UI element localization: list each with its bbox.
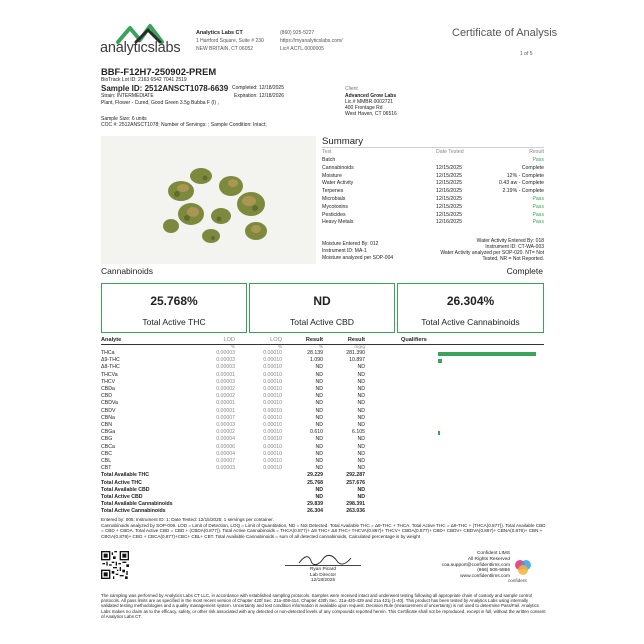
analyte-result-pct: 1.090: [310, 357, 323, 364]
summary-date: 12/15/2025: [436, 203, 462, 210]
summary-row: [322, 173, 544, 179]
analyte-name: CBNa: [101, 414, 115, 421]
unit-result-pct: %: [318, 345, 323, 350]
analyte-row: [101, 357, 544, 364]
summary-result: 2.19% - Complete: [502, 188, 544, 195]
analyte-result-mgg: ND: [357, 458, 365, 464]
analyte-result-pct: ND: [315, 371, 323, 378]
analyte-row: [101, 400, 544, 407]
analyte-lod: 0.00004: [216, 436, 235, 443]
analyte-name: Δ8-THC: [101, 364, 120, 371]
total-name: Total Available Cannabinoids: [101, 501, 173, 508]
analyte-result-mgg: ND: [357, 422, 365, 428]
analyte-result-mgg: ND: [357, 364, 365, 371]
lab-address-line-1: 1 Hartford Square, Suite # 230: [196, 38, 264, 44]
total-name: Total Active THC: [101, 479, 142, 486]
total-result-mgg: ND: [357, 486, 365, 493]
total-result-pct: ND: [315, 494, 323, 500]
summary-row: [322, 157, 544, 163]
support-phone: (866) 506-5866: [477, 568, 510, 574]
moisture-sop: Moisture analyzed per SOP-004: [322, 255, 394, 261]
lab-name: Analytics Labs CT: [196, 30, 243, 36]
analyte-lod: 0.00002: [216, 393, 235, 400]
total-row: [101, 487, 544, 494]
summary-row: [322, 165, 544, 171]
total-result-mgg: 298.391: [346, 501, 365, 508]
product-image: [101, 136, 316, 264]
summary-header-date: Date Tested: [436, 149, 464, 155]
lab-phone: (860) 925-5227: [280, 30, 315, 36]
total-row: [101, 508, 544, 515]
analyte-loq: 0.00010: [263, 429, 282, 436]
analyte-result-mgg: ND: [357, 443, 365, 450]
signer-name: Ryan Picard: [309, 567, 337, 572]
summary-result: Pass: [532, 203, 544, 210]
analyte-lod: 0.00003: [216, 364, 235, 371]
total-result-pct: ND: [315, 486, 323, 493]
summary-result: Pass: [532, 196, 544, 202]
analyte-name: CBD: [101, 393, 112, 400]
analyte-name: CBC: [101, 450, 112, 457]
header-analyte: Analyte: [101, 337, 122, 343]
analyte-result-mgg: ND: [357, 414, 365, 421]
analyte-result-pct: ND: [315, 422, 323, 428]
summary-test: Cannabinoids: [322, 164, 354, 171]
document-title: Certificate of Analysis: [452, 27, 558, 39]
analyte-name: CBL: [101, 458, 112, 464]
signer-date: 12/18/2025: [310, 578, 335, 584]
total-name: Total Available THC: [101, 472, 149, 479]
kpi-total-active-cbd: [249, 283, 395, 333]
summary-title: Summary: [322, 136, 364, 147]
analyte-row: [101, 436, 544, 443]
summary-date: 12/16/2025: [436, 188, 462, 195]
analyte-loq: 0.00010: [263, 350, 282, 356]
kpi-value: ND: [313, 294, 331, 308]
confident-website[interactable]: www.confidentlims.com: [460, 574, 510, 580]
analyte-name: CBDV: [101, 407, 116, 414]
total-row: [101, 501, 544, 508]
analyte-lod: 0.00001: [216, 371, 235, 378]
analyte-row: [101, 408, 544, 415]
qualifier-bar: [438, 431, 440, 435]
analyte-result-pct: ND: [315, 450, 323, 457]
confident-lims-name: Confident LIMS: [476, 551, 510, 556]
analyte-result-mgg: ND: [357, 393, 365, 400]
analyte-result-pct: ND: [315, 443, 323, 450]
coc-line: COC #: 2512ANSCT1078; Number of Servings: ; Sample Condition: Intact;: [101, 122, 267, 128]
page-number: 1 of 5: [520, 51, 533, 57]
analyte-loq: 0.00010: [263, 465, 282, 472]
total-name: Total Active CBD: [101, 494, 143, 500]
analyte-loq: 0.00010: [263, 386, 282, 392]
analyte-loq: 0.00010: [263, 458, 282, 464]
lab-license: Lic# ACTL.0000005: [280, 46, 324, 52]
summary-row: [322, 180, 544, 186]
summary-date: 12/15/2025: [436, 164, 462, 171]
analyte-result-pct: ND: [315, 465, 323, 472]
summary-date: 12/15/2025: [436, 196, 462, 202]
analyte-row: [101, 458, 544, 465]
analyte-result-mgg: ND: [357, 450, 365, 457]
analyte-result-pct: ND: [315, 393, 323, 400]
cannabinoids-status: Complete: [506, 266, 543, 276]
analyte-result-pct: ND: [315, 436, 323, 443]
analyte-loq: 0.00010: [263, 378, 282, 385]
sample-size: Sample Size: 6 units: [101, 116, 147, 122]
analyte-name: CBCa: [101, 443, 115, 450]
confident-lims-block: [420, 551, 510, 580]
analyte-lod: 0.00002: [216, 386, 235, 392]
analyte-result-mgg: 6.105: [352, 429, 365, 436]
sample-type: Plant, Flower - Cured, Good Green 3.5g Bubba F (I) ,: [101, 100, 219, 106]
total-name: Total Available CBD: [101, 486, 150, 493]
water-activity-sop: Water Activity analyzed per SOP-020. NT= Not: [440, 250, 544, 256]
strain: Strain: INTERMEDIATE: [101, 93, 154, 99]
analyte-lod: 0.00007: [216, 458, 235, 464]
signer-title: Lab Director: [309, 572, 337, 578]
notes-line-1: Entered by: 005; Instrument ID: 1; Date Tested: 12/15/2025; 1 servings per container.: [101, 517, 274, 522]
analyte-loq: 0.00010: [263, 400, 282, 407]
water-activity-instrument: Instrument ID: CT-WA-003: [485, 244, 544, 250]
analyte-result-mgg: ND: [357, 407, 365, 414]
analyte-row: [101, 465, 544, 472]
total-result-mgg: 263.036: [346, 508, 365, 515]
support-email[interactable]: coa.support@confidentlims.com: [441, 562, 510, 568]
analyte-result-pct: ND: [315, 407, 323, 414]
analyte-loq: 0.00010: [263, 364, 282, 371]
total-result-mgg: ND: [357, 494, 365, 500]
total-row: [101, 480, 544, 487]
total-result-pct: 26.304: [307, 508, 323, 515]
analyte-lod: 0.00002: [216, 429, 235, 436]
summary-test: Pesticides: [322, 211, 346, 218]
analyte-loq: 0.00010: [263, 407, 282, 414]
lab-website-link[interactable]: https://myanalyticslabs.com/: [280, 38, 343, 44]
analyte-lod: 0.00003: [216, 422, 235, 428]
analyte-loq: 0.00010: [263, 436, 282, 443]
summary-test: Heavy Metals: [322, 219, 354, 226]
analyte-row: [101, 364, 544, 371]
analyte-row: [101, 386, 544, 393]
signature-line: [285, 565, 361, 566]
analyte-result-mgg: ND: [357, 465, 365, 472]
total-row: [101, 472, 544, 479]
analyte-row: [101, 422, 544, 429]
client-label: Client: [345, 86, 358, 92]
analyte-row: [101, 379, 544, 386]
qualifier-bar: [438, 352, 536, 356]
analyte-loq: 0.00010: [263, 443, 282, 450]
summary-date: 12/15/2025: [436, 211, 462, 218]
analyte-result-pct: ND: [315, 386, 323, 392]
water-activity-entered-by: Water Activity Entered By: 018: [476, 238, 544, 244]
analyte-result-pct: ND: [315, 378, 323, 385]
analyte-row: [101, 451, 544, 458]
analyte-row: [101, 444, 544, 451]
summary-test: Moisture: [322, 172, 342, 179]
analyte-result-mgg: ND: [357, 436, 365, 443]
analyte-name: Δ9-THC: [101, 357, 120, 364]
logo-wordmark: analyticslabs: [100, 40, 181, 56]
analyte-lod: 0.00003: [216, 378, 235, 385]
client-address-line-1: 400 Frontage Rd: [345, 105, 383, 111]
analyte-lod: 0.00001: [216, 400, 235, 407]
total-row: [101, 494, 544, 501]
summary-test: Batch: [322, 157, 336, 163]
notes-line-2: Cannabinoids analyzed by SOP-009. LOD = Limit of Detection, LOQ = Limit of Quantitation, ND = Not Detected. Total Available THC = Δ9-THC + THCA. Total Active THC = Δ9-THC + (THCA(0.877)). Total Available CBD = CBD + CBDA. Total Active CBD = CBD + (CBDA(0.877)). Total Active Cannabinoids = THCA(0.877)+ Δ9 THC+ Δ8 THC+ THCVA(0.867)+ THCV+ CBDA(0.877)+ CBD+ CBDV+ CBDVA(0.867)+ CBNA(0.876)+ CBN + CBGA(0.878)+ CBG + CBCA(0.877)+CBC+ CBL+ CBT. Total Available Cannabinoids = sum of all detected cannabinoids, Calculated percentage is by weight: [101, 522, 546, 539]
analyte-name: CBDa: [101, 386, 115, 392]
rights-reserved: All Rights Reserved: [467, 556, 510, 562]
analyte-result-pct: 28.139: [307, 350, 323, 356]
analyte-result-mgg: ND: [357, 400, 365, 407]
qualifier-bar: [438, 359, 442, 363]
unit-lod: %: [230, 345, 235, 350]
lab-address-line-2: NEW BRITAIN, CT 06052: [196, 46, 254, 52]
analysis-notes: [101, 517, 546, 539]
analyte-name: CBDVa: [101, 400, 118, 407]
summary-row: [322, 219, 544, 225]
analyte-name: THCVa: [101, 371, 118, 378]
biotrack-lot-id: BioTrack Lot ID: 2163 6542 7041 2519: [101, 77, 187, 83]
batch-id: BBF-F12H7-250902-PREM: [101, 66, 217, 77]
summary-result: 0.43 aw - Complete: [499, 180, 544, 187]
analyte-result-pct: ND: [315, 458, 323, 464]
kpi-label: Total Active CBD: [290, 317, 354, 327]
analyte-loq: 0.00010: [263, 357, 282, 364]
analyte-name: CBN: [101, 422, 112, 428]
summary-result: Pass: [532, 211, 544, 218]
summary-date: 12/16/2025: [436, 219, 462, 226]
analyte-result-mgg: 10.897: [349, 357, 365, 364]
analyte-lod: 0.00006: [216, 443, 235, 450]
summary-result: Pass: [532, 219, 544, 226]
summary-result: 12% - Complete: [506, 172, 544, 179]
summary-header-test: Test: [322, 149, 332, 155]
analyte-loq: 0.00010: [263, 450, 282, 457]
analyte-name: CBGa: [101, 429, 116, 436]
analyte-name: THCa: [101, 350, 115, 356]
moisture-instrument: Instrument ID: MA-1: [322, 248, 367, 254]
kpi-total-active-cannabinoids: [397, 283, 544, 333]
confident-logo-icon: [512, 556, 534, 578]
moisture-entered-by: Moisture Entered By: 012: [322, 241, 379, 247]
kpi-label: Total Active THC: [142, 317, 206, 327]
summary-row: [322, 204, 544, 210]
summary-test: Mycotoxins: [322, 203, 348, 210]
summary-date: 12/15/2025: [436, 180, 462, 187]
analyte-lod: 0.00007: [216, 414, 235, 421]
analyte-result-pct: 0.610: [310, 429, 323, 436]
water-activity-note: Tested, NR = Not Reported.: [482, 256, 544, 262]
analyte-result-pct: ND: [315, 400, 323, 407]
analyte-lod: 0.00003: [216, 350, 235, 356]
summary-divider: [322, 147, 544, 148]
analyte-table-header: [101, 337, 544, 344]
analyte-lod: 0.00004: [216, 450, 235, 457]
analyte-result-mgg: ND: [357, 378, 365, 385]
expiration-date: Expiration: 12/18/2026: [234, 93, 285, 99]
analyte-lod: 0.00003: [216, 465, 235, 472]
analyte-result-pct: ND: [315, 414, 323, 421]
summary-result: Pass: [532, 157, 544, 163]
summary-row: [322, 196, 544, 202]
confident-logo-text: confident: [508, 578, 527, 583]
client-license: Lic.# MMBR.0002721: [345, 99, 394, 105]
summary-test: Microbials: [322, 196, 346, 202]
kpi-value: 25.768%: [150, 294, 198, 308]
total-result-pct: 25.768: [307, 479, 323, 486]
analyte-loq: 0.00010: [263, 414, 282, 421]
signer-block: [285, 567, 361, 584]
summary-test: Water Activity: [322, 180, 354, 187]
summary-header-row: [322, 149, 544, 155]
kpi-label: Total Active Cannabinoids: [421, 317, 520, 327]
summary-test: Terpenes: [322, 188, 344, 195]
analyte-row: [101, 415, 544, 422]
header-result-pct: Result: [305, 337, 323, 343]
summary-row: [322, 212, 544, 218]
summary-result: Complete: [521, 164, 544, 171]
analyte-row: [101, 350, 544, 357]
analyte-name: THCV: [101, 378, 116, 385]
client-name: Advanced Grow Labs: [345, 93, 397, 99]
header-loq: LOQ: [270, 337, 282, 343]
completed-date: Completed: 12/18/2025: [232, 85, 284, 91]
summary-row: [322, 188, 544, 194]
analyte-row: [101, 372, 544, 379]
kpi-total-active-thc: [101, 283, 247, 333]
disclaimer: The sampling was performed by Analytics Labs CT LLC, in accordance with established sampling protocols. Samples were received intact and underwent testing following all appropriate chain of custody and sample control protocols. All pass limits are as specified in the most recent version of Chapter 420f Sec. 21a-408-414, Chapter 420h Sec. 21a-420-429 and 21a 421j (1-40). This product has been tested by Analytics Labs using internally validated testing methodologies and a quality management system. Uncertainty and test condition information is available upon request. Decision Rule (measurement of uncertainty) is not used to determine Pass/Fail. Analytics Labs makes no claim as to the efficacy, safety, or other risk associated with any detected or non-detected levels of any compounds reported herein. This Certificate shall not be reproduced, except in full, without the written consent of Analytics Labs CT.: [101, 593, 546, 619]
analyte-name: CBT: [101, 465, 112, 472]
header-qualifiers: Qualifiers: [401, 337, 427, 343]
header-result-mgg: Result: [347, 337, 365, 343]
total-result-mgg: 292.287: [346, 472, 365, 479]
qr-code[interactable]: [101, 551, 129, 579]
analyte-name: CBG: [101, 436, 113, 443]
analyte-lod: 0.00001: [216, 407, 235, 414]
summary-header-result: Result: [529, 149, 544, 155]
kpi-value: 26.304%: [446, 294, 495, 308]
client-address-line-2: West Haven, CT 06516: [345, 111, 397, 117]
analyte-result-pct: ND: [315, 364, 323, 371]
header-lod: LOD: [223, 337, 235, 343]
analyte-result-mgg: ND: [357, 386, 365, 392]
unit-loq: %: [277, 345, 282, 350]
analyte-loq: 0.00010: [263, 371, 282, 378]
analyte-result-mgg: 281.390: [346, 350, 365, 356]
unit-result-mgg: mg/g: [354, 345, 365, 350]
analyte-row: [101, 393, 544, 400]
sample-id: Sample ID: 2512ANSCT1078-6639: [101, 84, 229, 93]
analyte-loq: 0.00010: [263, 422, 282, 428]
analyte-lod: 0.00003: [216, 357, 235, 364]
analyte-row: [101, 429, 544, 436]
analyte-loq: 0.00010: [263, 393, 282, 400]
total-name: Total Active Cannabinoids: [101, 508, 166, 515]
summary-date: 12/15/2025: [436, 172, 462, 179]
cannabinoids-title: Cannabinoids: [101, 266, 153, 276]
total-result-pct: 29.229: [307, 472, 323, 479]
total-result-pct: 29.839: [307, 501, 323, 508]
total-result-mgg: 257.676: [346, 479, 365, 486]
analyte-result-mgg: ND: [357, 371, 365, 378]
